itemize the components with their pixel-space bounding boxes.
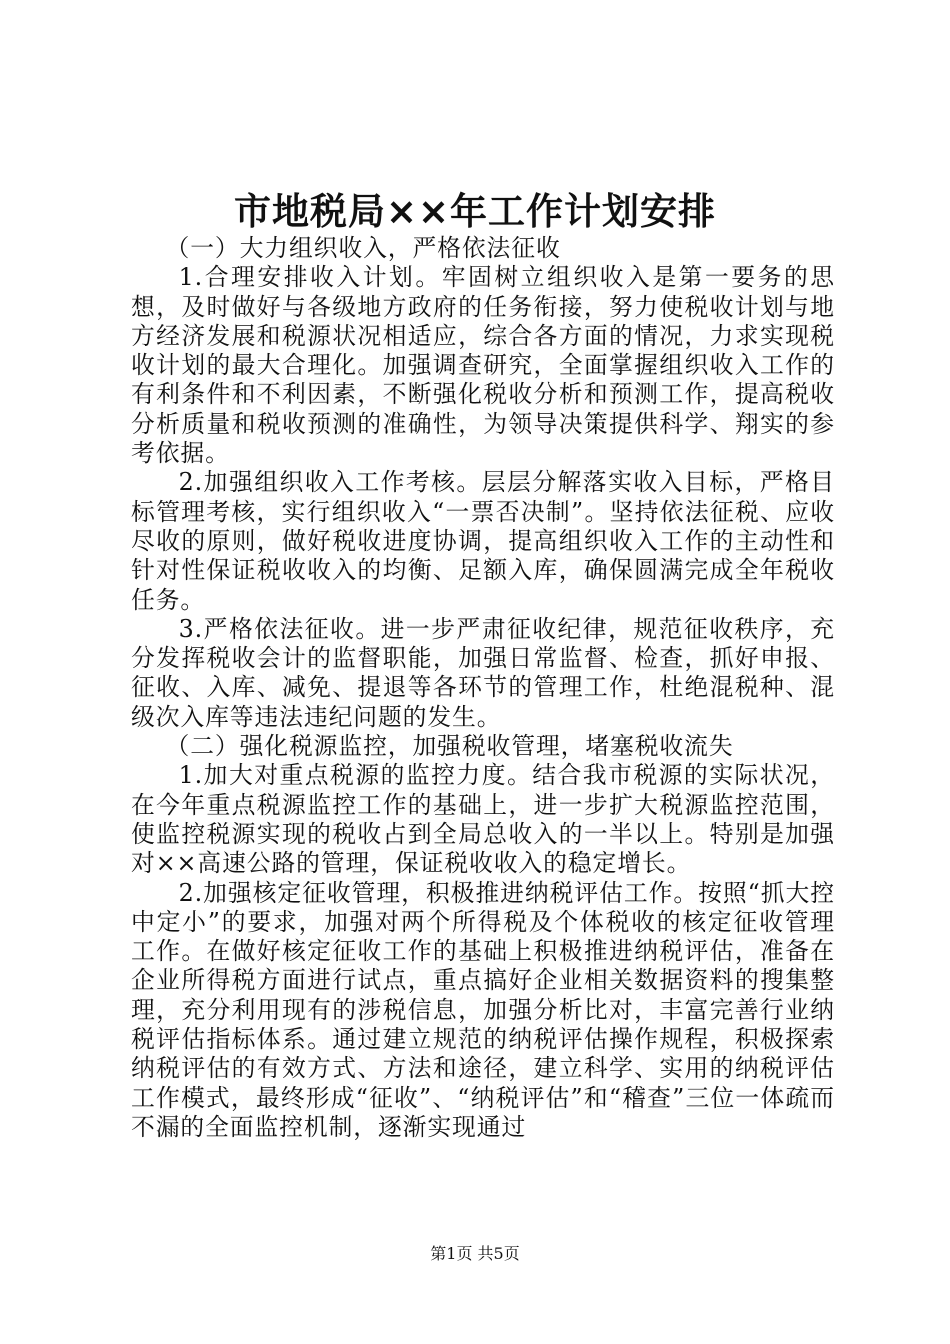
page-footer: 第1页 共5页 [430,1244,520,1263]
paragraph-2-1: 1.加大对重点税源的监控力度。结合我市税源的实际状况，在今年重点税源监控工作的基础上，进一步扩大税源监控范围，使监控税源实现的税收占到全局总收入的一半以上。特别是加强对××高速公路的管理，保证税收收入的稳定增长。 [131,761,835,878]
document-body [131,234,835,1142]
paragraph-1-3: 3.严格依法征收。进一步严肃征收纪律，规范征收秩序，充分发挥税收会计的监督职能，加强日常监督、检查，抓好申报、征收、入库、减免、提退等各环节的管理工作，杜绝混税种、混级次入库等违法违纪问题的发生。 [131,614,835,731]
section-heading-2: （二）强化税源监控，加强税收管理，堵塞税收流失 [165,732,734,761]
paragraph-1-2: 2.加强组织收入工作考核。层层分解落实收入目标，严格目标管理考核，实行组织收入“一票否决制”。坚持依法征税、应收尽收的原则，做好税收进度协调，提高组织收入工作的主动性和针对性保证税收收入的均衡、足额入库，确保圆满完成全年税收任务。 [131,468,835,614]
document-title: 市地税局××年工作计划安排 [233,190,716,233]
paragraph-1-1: 1.合理安排收入计划。牢固树立组织收入是第一要务的思想，及时做好与各级地方政府的任务衔接，努力使税收计划与地方经济发展和税源状况相适应，综合各方面的情况，力求实现税收计划的最大合理化。加强调查研究，全面掌握组织收入工作的有利条件和不利因素，不断强化税收分析和预测工作，提高税收分析质量和税收预测的准确性，为领导决策提供科学、翔实的参考依据。 [131,263,835,468]
section-heading-1: （一）大力组织收入，严格依法征收 [165,234,561,262]
paragraph-2-2: 2.加强核定征收管理，积极推进纳税评估工作。按照“抓大控中定小”的要求，加强对两个所得税及个体税收的核定征收管理工作。在做好核定征收工作的基础上积极推进纳税评估，准备在企业所得税方面进行试点，重点搞好企业相关数据资料的搜集整理，充分利用现有的涉税信息，加强分析比对，丰富完善行业纳税评估指标体系。通过建立规范的纳税评估操作规程，积极探索纳税评估的有效方式、方法和途径，建立科学、实用的纳税评估工作模式，最终形成“征收”、“纳税评估”和“稽查”三位一体疏而不漏的全面监控机制，逐渐实现通过 [131,878,835,1141]
